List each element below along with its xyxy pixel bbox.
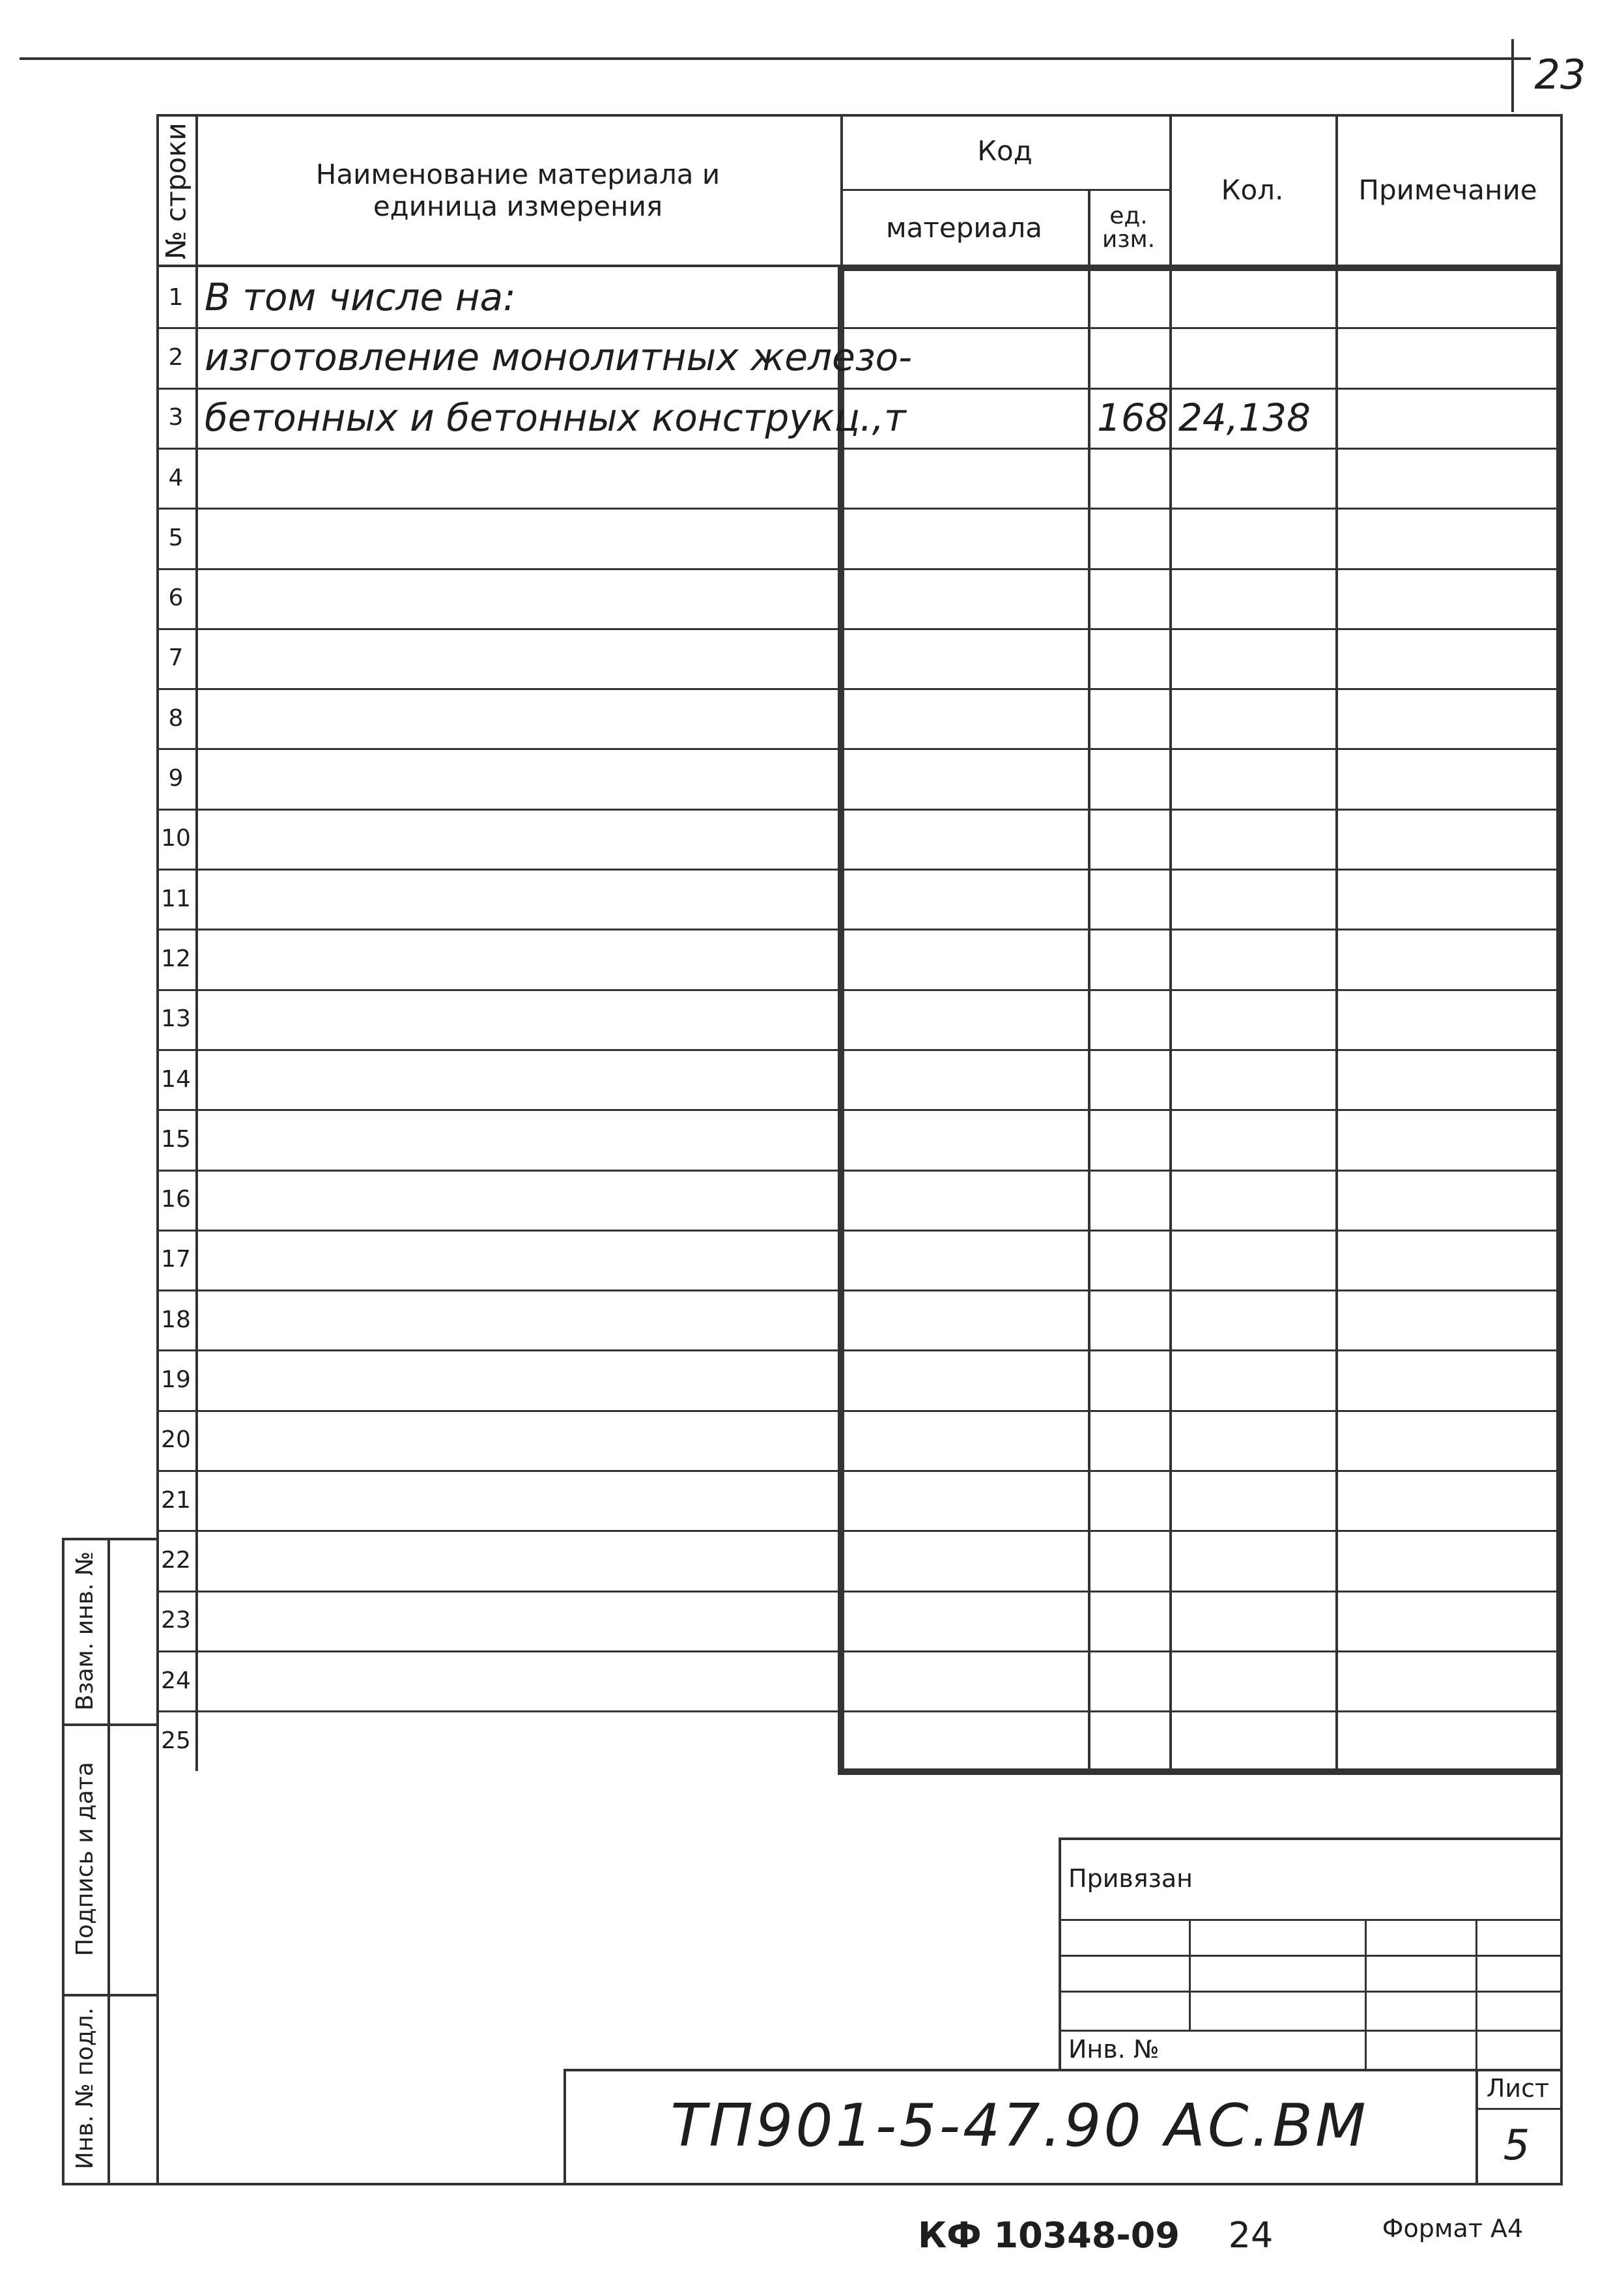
row-line [156, 448, 1560, 450]
frame-bottom [838, 1768, 1563, 1775]
row-number: 24 [161, 1667, 191, 1694]
row-number: 22 [161, 1546, 191, 1574]
side-strip-bottom [62, 2183, 156, 2185]
stamp-left [1059, 1837, 1061, 2069]
row-number: 6 [168, 584, 184, 612]
unit-code: 168 [1097, 395, 1169, 440]
header-note: Примечание [1358, 174, 1537, 207]
stamp-col2 [1365, 1919, 1367, 2069]
row-line [156, 628, 1560, 630]
header-code: Код [977, 135, 1033, 167]
col-unit-border [1169, 114, 1172, 1771]
label-inv-no: Инв. № [1068, 2035, 1160, 2064]
row-number: 7 [168, 644, 184, 672]
row-number: 8 [168, 704, 184, 732]
row-line [156, 748, 1560, 750]
row-number: 16 [161, 1186, 191, 1213]
header-code-material: материала [885, 211, 1042, 244]
row-line [156, 1710, 1560, 1712]
row-number: 3 [168, 404, 184, 431]
stamp-line1 [1059, 1919, 1560, 1921]
row-number: 2 [168, 343, 184, 371]
side-strip-div1 [62, 1723, 156, 1726]
sheet-number: 5 [1503, 2121, 1533, 2170]
stamp-col3 [1475, 1919, 1477, 2069]
sheet-bottom-border [156, 2183, 1563, 2185]
archive-sheet: 24 [1228, 2214, 1274, 2256]
row-number: 11 [161, 885, 191, 912]
row-line [156, 809, 1560, 811]
material-name: бетонных и бетонных конструкц.,т [205, 395, 906, 440]
page-number-box [1511, 39, 1514, 112]
stamp-col1 [1189, 1919, 1191, 2030]
frame-left [838, 265, 844, 1775]
row-line [156, 929, 1560, 930]
side-strip-mid [107, 1538, 110, 2185]
row-line [156, 1530, 1560, 1532]
header-row-number: № строки [159, 122, 192, 259]
header-code-unit: ед. изм. [1102, 203, 1156, 253]
row-line [156, 989, 1560, 991]
label-inv-podl: Инв. № подл. [71, 2007, 98, 2170]
side-strip-left [62, 1538, 64, 2185]
row-number: 21 [161, 1486, 191, 1514]
col-qty-border [1335, 114, 1338, 1771]
quantity: 24,138 [1178, 395, 1311, 440]
row-number: 23 [161, 1607, 191, 1634]
row-number: 4 [168, 464, 184, 491]
row-number: 25 [161, 1727, 191, 1754]
archive-number: КФ 10348-09 [918, 2214, 1180, 2256]
label-vzam-inv: Взам. инв. № [71, 1551, 98, 1710]
row-number: 17 [161, 1246, 191, 1273]
label-list: Лист [1486, 2074, 1550, 2103]
material-name: В том числе на: [205, 275, 516, 320]
document-code: ТП901-5-47.90 АС.ВМ [670, 2092, 1369, 2160]
row-number: 13 [161, 1005, 191, 1033]
stamp-line2 [1059, 1955, 1560, 1957]
row-line [156, 508, 1560, 510]
stamp-line3 [1059, 1991, 1560, 1993]
row-line [156, 1650, 1560, 1652]
material-name: изготовление монолитных железо- [205, 335, 913, 380]
side-strip-div2 [62, 1994, 156, 1996]
row-line [156, 1410, 1560, 1412]
row-line [156, 1470, 1560, 1472]
header-qty: Кол. [1221, 174, 1284, 207]
row-number: 18 [161, 1306, 191, 1333]
row-line [156, 1049, 1560, 1051]
row-line [156, 1109, 1560, 1111]
row-number: 5 [168, 524, 184, 551]
row-line [156, 1170, 1560, 1172]
frame-right [1556, 265, 1563, 1775]
row-line [156, 1290, 1560, 1291]
format-label: Формат А4 [1382, 2214, 1524, 2243]
label-podpis-data: Подпись и дата [71, 1761, 98, 1956]
row-number: 9 [168, 765, 184, 792]
row-number: 15 [161, 1125, 191, 1153]
row-number: 19 [161, 1366, 191, 1394]
row-number: 20 [161, 1426, 191, 1454]
page-number: 23 [1534, 51, 1586, 98]
row-line [156, 568, 1560, 570]
label-privyazan: Привязан [1068, 1864, 1193, 1893]
row-number: 12 [161, 945, 191, 972]
row-line [156, 869, 1560, 871]
header-name: Наименование материала и единица измерения [315, 158, 720, 222]
top-rule [20, 57, 1531, 60]
row-line [156, 1230, 1560, 1232]
row-line [156, 688, 1560, 690]
row-line [156, 1591, 1560, 1592]
row-number: 1 [168, 283, 184, 311]
row-number: 10 [161, 825, 191, 852]
row-line [156, 1349, 1560, 1351]
row-number: 14 [161, 1065, 191, 1093]
